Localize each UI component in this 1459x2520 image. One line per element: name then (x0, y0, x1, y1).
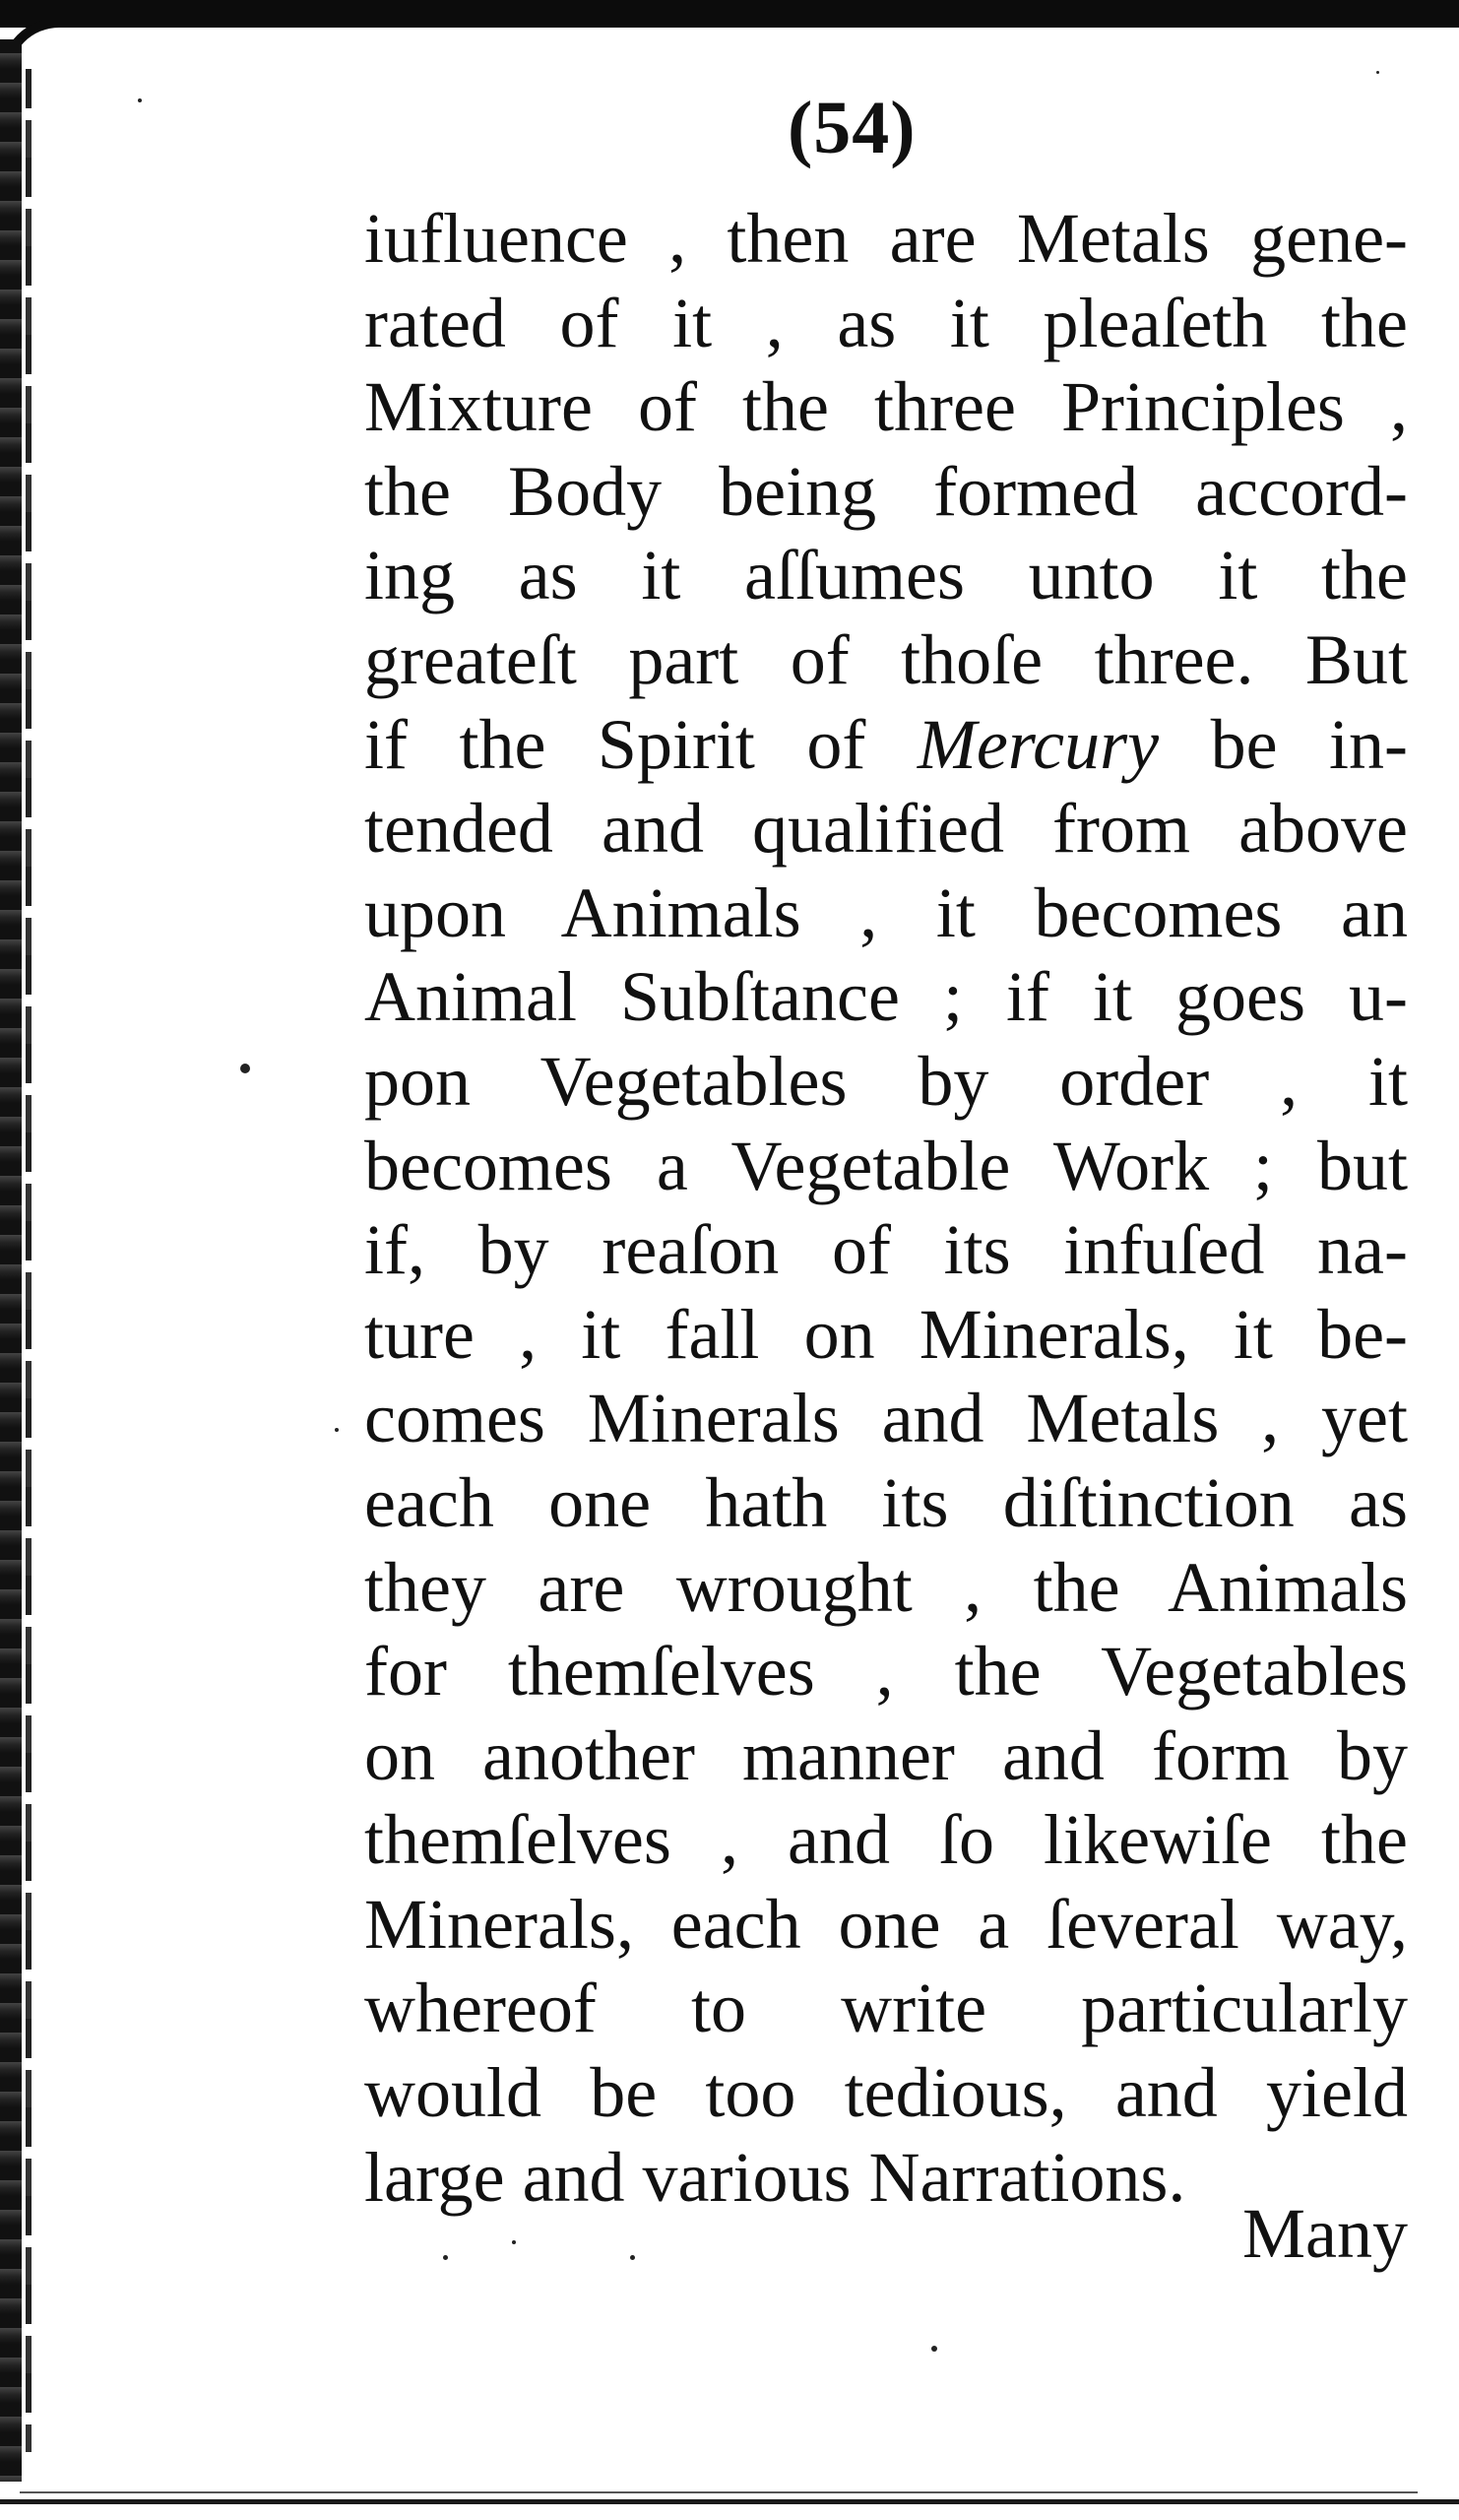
text-line-1: iufluence , then are Metals gene- (364, 199, 1408, 278)
ink-speck (240, 1064, 250, 1073)
text-line-9: upon Animals , it becomes an (364, 872, 1408, 952)
text-line-20: themſelves , and ſo likewiſe the (364, 1800, 1408, 1880)
text-line-2: rated of it , as it pleaſeth the (364, 283, 1408, 362)
ink-speck (138, 98, 142, 102)
body-text (364, 197, 1408, 2220)
ink-speck (335, 1428, 339, 1432)
text-line-8: tended and qualified from above (364, 789, 1408, 869)
top-dark-border (0, 0, 1459, 28)
text-line-10: Animal Subſtance ; if it goes u- (364, 957, 1408, 1037)
text-line-17: they are wrought , the Animals (364, 1547, 1408, 1627)
ink-speck (1376, 71, 1379, 74)
text-line-5: ing as it aſſumes unto it the (364, 536, 1408, 615)
text-line-12: becomes a Vegetable Work ; but (364, 1126, 1408, 1205)
text-line-13: if, by reaſon of its infuſed na- (364, 1210, 1408, 1290)
left-binding-edge (0, 39, 22, 2482)
italic-word-mercury: Mercury (917, 704, 1160, 784)
ink-speck (443, 2255, 448, 2260)
text-line-16: each one hath its diſtinction as (364, 1462, 1408, 1542)
text-line-15: comes Minerals and Metals , yet (364, 1379, 1408, 1458)
bottom-dark-border (0, 2499, 1459, 2504)
left-binding-shadow (26, 69, 32, 2452)
text-line-7: if the Spirit of Mercury be in- (364, 704, 1409, 784)
text-line-3: Mixture of the three Principles , (364, 367, 1408, 447)
page-number: (54) (788, 87, 917, 169)
text-line-22: whereof to write particularly (364, 1969, 1408, 2048)
catchword: Many (1242, 2194, 1408, 2273)
ink-speck (931, 2346, 937, 2352)
text-line-23: would be too tedious, and yield (364, 2053, 1408, 2133)
bottom-edge-line (20, 2491, 1418, 2493)
text-line-4: the Body being formed accord- (364, 451, 1408, 531)
text-line-6: greateſt part of thoſe three. But (364, 619, 1408, 699)
text-line-24: large and various Narrations. (364, 2137, 1186, 2217)
text-line-18: for themſelves , the Vegetables (364, 1632, 1408, 1712)
ink-speck (630, 2255, 635, 2260)
text-line-19: on another manner and form by (364, 1715, 1408, 1795)
ink-speck (512, 2240, 516, 2244)
text-line-21: Minerals, each one a ſeveral way, (364, 1884, 1408, 1964)
text-line-14: ture , it fall on Minerals, it be- (364, 1294, 1408, 1374)
text-line-11: pon Vegetables by order , it (364, 1041, 1408, 1121)
